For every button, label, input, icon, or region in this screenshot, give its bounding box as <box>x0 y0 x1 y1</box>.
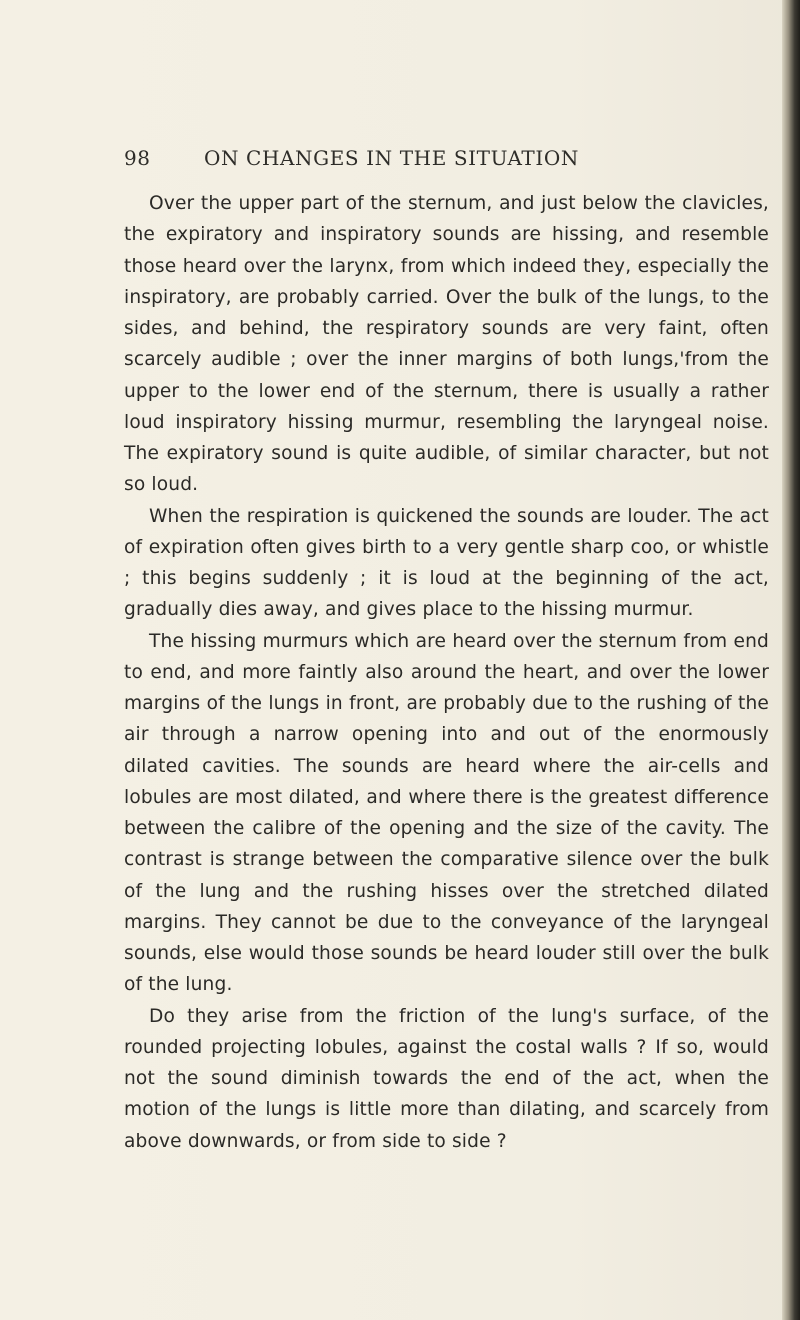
running-head <box>124 146 764 174</box>
paragraph-4: Do they arise from the friction of the lung's surface, of the rounded projecting lobules, against the costal walls ? If so, would not the sound diminish towards the end of the act, when the motion of the lungs is little more than dilating, and scarcely from above downwards, or from side to side ? <box>124 1005 769 1152</box>
paragraph-1: Over the upper part of the sternum, and just below the clavicles, the expiratory and inspiratory sounds are hissing, and resemble those heard over the larynx, from which indeed they, especially the inspiratory, are probably carried. Over the bulk of the lungs, to the sides, and behind, the respiratory sounds are very faint, often scarcely audible ; over the inner margins of both lungs,'from the upper to the lower end of the sternum, there is usually a rather loud inspiratory hissing murmur, resembling the laryngeal noise. The expiratory sound is quite audible, of similar character, but not so loud. <box>124 193 769 496</box>
running-head-title: ON CHANGES IN THE SITUATION <box>204 146 579 170</box>
paragraph-2: When the respiration is quickened the sounds are louder. The act of expiration often gives birth to a very gentle sharp coo, or whistle ; this begins suddenly ; it is loud at the beginning of the act, gradually dies away, and gives place to the hissing murmur. <box>124 505 769 621</box>
body-text <box>124 188 769 1157</box>
page-number: 98 <box>124 146 151 170</box>
page-binding-edge <box>782 0 800 1320</box>
paragraph-3: The hissing murmurs which are heard over the sternum from end to end, and more faintly also around the heart, and over the lower margins of the lungs in front, are probably due to the rushing of the air through a narrow opening into and out of the enormously dilated cavities. The sounds are heard where the air-cells and lobules are most dilated, and where there is the greatest difference between the calibre of the opening and the size of the cavity. The contrast is strange between the comparative silence over the bulk of the lung and the rushing hisses over the stretched dilated margins. They cannot be due to the conveyance of the laryngeal sounds, else would those sounds be heard louder still over the bulk of the lung. <box>124 630 769 996</box>
